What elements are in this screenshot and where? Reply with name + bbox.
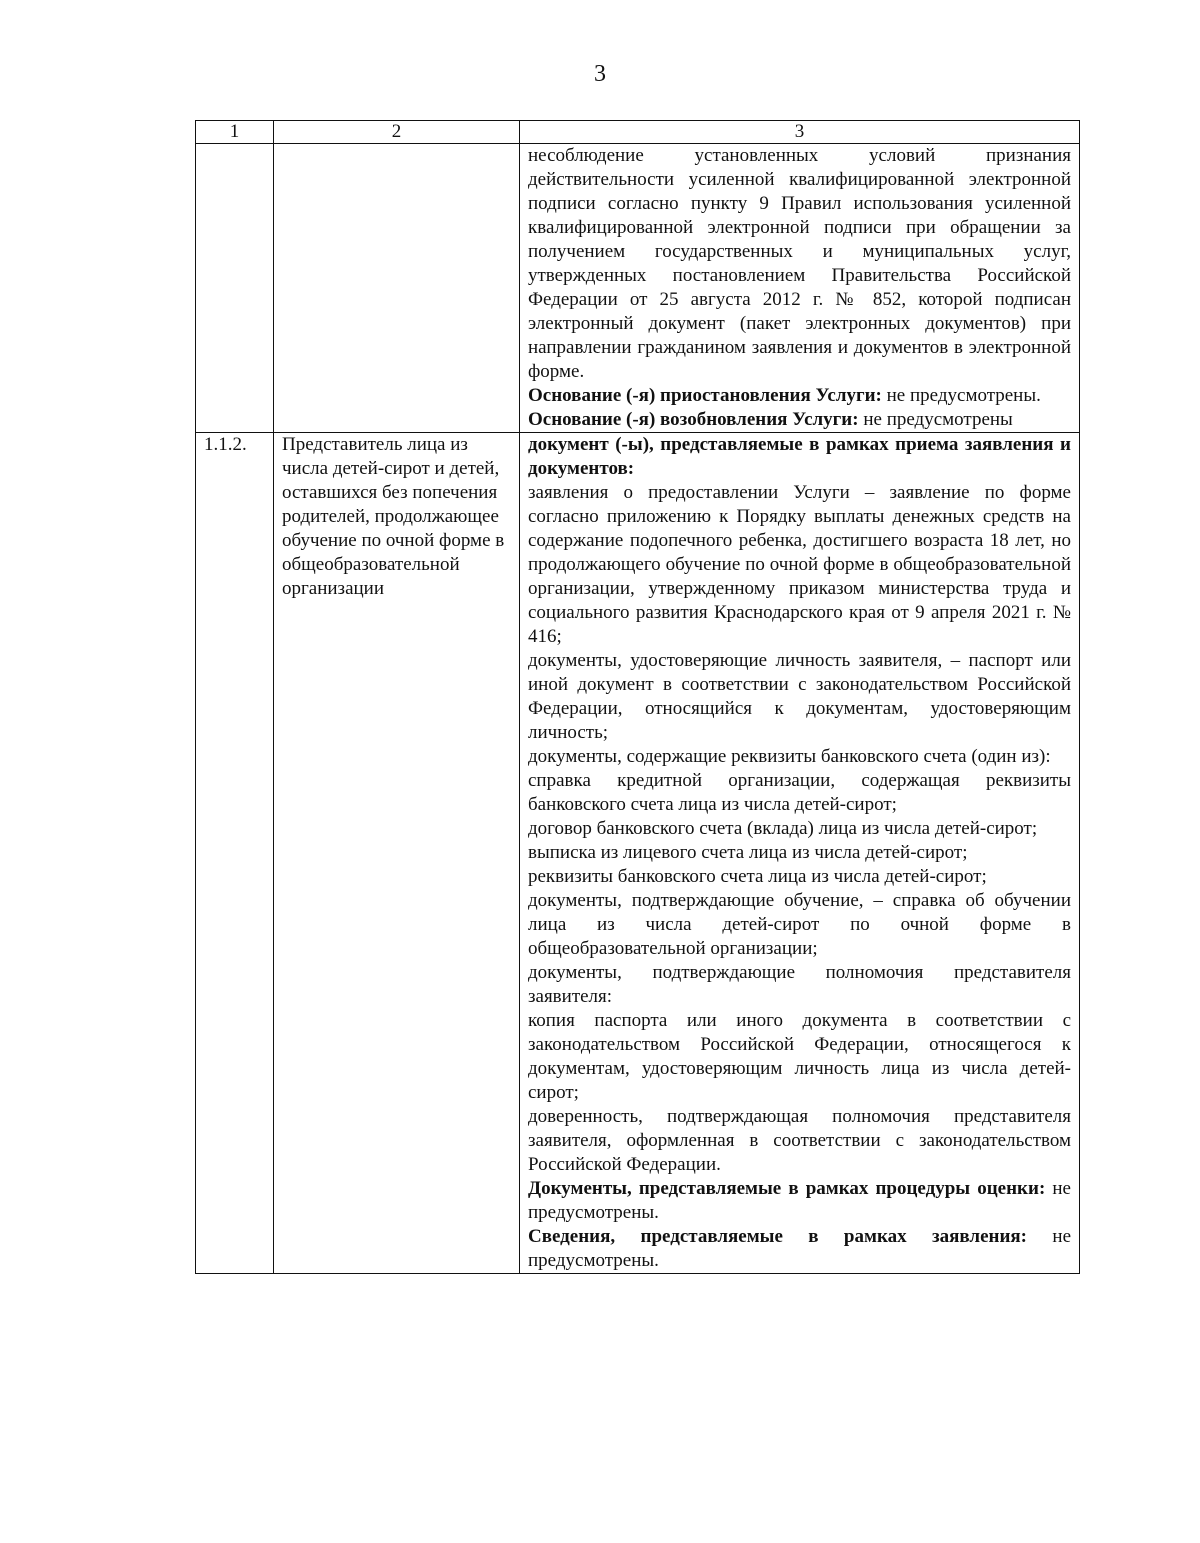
applicant-category-cell: Представитель лица из числа детей-сирот и детей, оставшихся без попечения родителей, продолжающее обучение по очной форме в общеобразовательной организации: [274, 433, 520, 1274]
table-row: [196, 144, 1080, 433]
evaluation-value: не предусмотрены.: [528, 1178, 1071, 1223]
documents-heading: [528, 433, 1071, 481]
resumption-value: не предусмотрены: [858, 409, 1013, 430]
resumption-label: Основание (-я) возобновления Услуги:: [528, 409, 859, 430]
details-cell: [520, 433, 1080, 1274]
document-line: доверенность, подтверждающая полномочия представителя заявителя, оформленная в соответствии с законодательством Российской Федерации.: [528, 1106, 1071, 1175]
document-line: выписка из лицевого счета лица из числа детей-сирот;: [528, 842, 968, 863]
table-row: [196, 433, 1080, 1274]
document-line: документы, подтверждающие обучение, – справка об обучении лица из числа детей-сирот по очной форме в общеобразовательной организации;: [528, 890, 1071, 959]
column-header-1: 1: [196, 121, 274, 144]
documents-label: документ (-ы), представляемые в рамках приема заявления и документов:: [528, 434, 1071, 479]
evaluation-label: Документы, представляемые в рамках процедуры оценки:: [528, 1178, 1046, 1199]
document-line: копия паспорта или иного документа в соответствии с законодательством Российской Федерации, относящегося к документам, удостоверяющим личность лица из числа детей-сирот;: [528, 1010, 1071, 1103]
table-header-row: [196, 121, 1080, 144]
applicant-category-cell: [274, 144, 520, 433]
suspension-value: не предусмотрены.: [881, 385, 1041, 406]
document-line: документы, содержащие реквизиты банковского счета (один из):: [528, 746, 1051, 767]
page-number: 3: [594, 61, 606, 87]
details-cell: [520, 144, 1080, 433]
document-line: справка кредитной организации, содержащая реквизиты банковского счета лица из числа детей-сирот;: [528, 770, 1071, 815]
evaluation-paragraph: [528, 1177, 1071, 1225]
row-number-cell: [196, 144, 274, 433]
document-line: документы, удостоверяющие личность заявителя, – паспорт или иной документ в соответствии с законодательством Российской Федерации, относящийся к документам, удостоверяющим личность;: [528, 650, 1071, 743]
resumption-paragraph: [528, 408, 1071, 432]
rejection-text: несоблюдение установленных условий признания действительности усиленной квалифицированной электронной подписи согласно пункту 9 Правил использования усиленной квалифицированной электронной подписи при обращении за получением государственных и муниципальных услуг, утвержденных постановлением Правительства Российской Федерации от 25 августа 2012 г. № 852, которой подписан электронный документ (пакет электронных документов) при направлении гражданином заявления и документов в электронной форме.: [528, 145, 1071, 382]
document-line: договор банковского счета (вклада) лица из числа детей-сирот;: [528, 818, 1038, 839]
column-header-2: 2: [274, 121, 520, 144]
suspension-label: Основание (-я) приостановления Услуги:: [528, 385, 882, 406]
document-line: заявления о предоставлении Услуги – заявление по форме согласно приложению к Порядку выплаты денежных средств на содержание подопечного ребенка, достигшего возраста 18 лет, но продолжающего обучение по очной форме в общеобразовательной организации, утвержденному приказом министерства труда и социального развития Краснодарского края от 9 апреля 2021 г. № 416;: [528, 482, 1071, 647]
column-header-3: 3: [520, 121, 1080, 144]
info-value: не предусмотрены.: [528, 1226, 1071, 1271]
info-paragraph: [528, 1225, 1071, 1273]
info-label: Сведения, представляемые в рамках заявления:: [528, 1226, 1028, 1247]
row-number-cell: 1.1.2.: [196, 433, 274, 1274]
suspension-paragraph: [528, 384, 1071, 408]
document-table: [195, 120, 1080, 1274]
document-line: реквизиты банковского счета лица из числа детей-сирот;: [528, 866, 987, 887]
document-line: документы, подтверждающие полномочия представителя заявителя:: [528, 962, 1071, 1007]
